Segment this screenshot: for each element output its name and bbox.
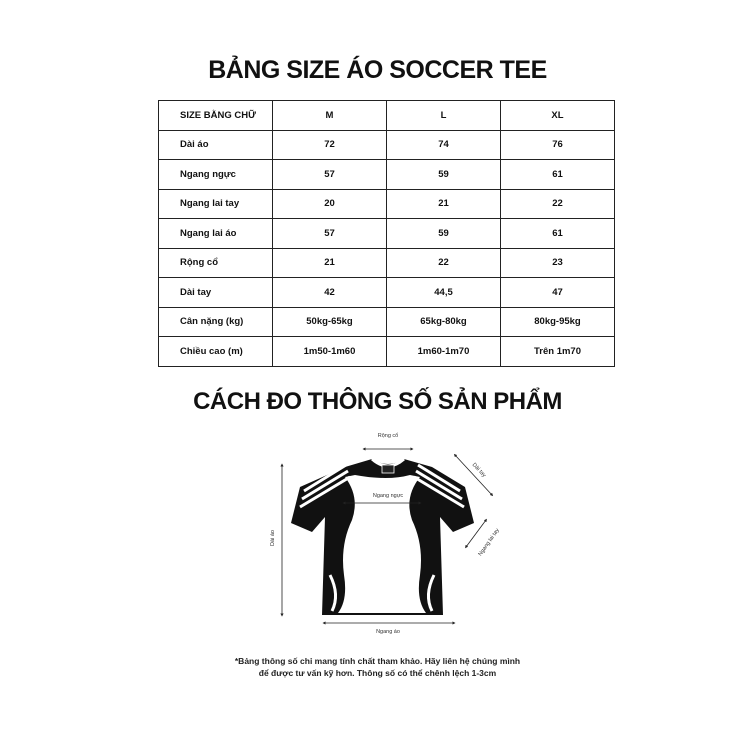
- row-label-cell: Dài tay: [159, 278, 273, 308]
- header-cell: SIZE BẰNG CHỮ: [159, 101, 273, 131]
- sleeve-hem-label: Ngang lai tay: [477, 527, 501, 558]
- header-cell: XL: [501, 101, 615, 131]
- size-value-cell: 80kg-95kg: [501, 307, 615, 337]
- size-value-cell: 1m60-1m70: [387, 337, 501, 367]
- body-length-label: Dài áo: [270, 530, 276, 546]
- row-label-cell: Cân nặng (kg): [159, 307, 273, 337]
- row-label-cell: Ngang lai áo: [159, 219, 273, 249]
- size-value-cell: 21: [387, 189, 501, 219]
- hem-label: Ngang áo: [376, 629, 400, 635]
- size-chart-title: BẢNG SIZE ÁO SOCCER TEE: [208, 56, 547, 84]
- row-label-cell: Dài áo: [159, 130, 273, 160]
- table-row: [159, 189, 615, 219]
- header-cell: M: [273, 101, 387, 131]
- table-row: [159, 130, 615, 160]
- header-cell: L: [387, 101, 501, 131]
- row-label-cell: Ngang ngực: [159, 160, 273, 190]
- size-value-cell: 72: [273, 130, 387, 160]
- size-value-cell: 42: [273, 278, 387, 308]
- row-label-cell: Chiều cao (m): [159, 337, 273, 367]
- size-value-cell: 74: [387, 130, 501, 160]
- disclaimer-note-line2: để được tư vấn kỹ hơn. Thông số có thể chênh lệch 1-3cm: [258, 668, 497, 678]
- table-header-row: [159, 101, 615, 131]
- size-table: [158, 100, 615, 367]
- size-value-cell: 59: [387, 219, 501, 249]
- size-value-cell: 20: [273, 189, 387, 219]
- neck-label: Rộng cổ: [377, 433, 399, 439]
- table-row: [159, 337, 615, 367]
- size-value-cell: 23: [501, 248, 615, 278]
- tshirt-illustration: [291, 459, 474, 615]
- disclaimer-note-line1: *Bảng thông số chỉ mang tính chất tham khảo. Hãy liên hệ chúng mình: [234, 656, 521, 666]
- size-value-cell: 1m50-1m60: [273, 337, 387, 367]
- size-value-cell: Trên 1m70: [501, 337, 615, 367]
- size-value-cell: 57: [273, 219, 387, 249]
- table-row: [159, 219, 615, 249]
- size-value-cell: 59: [387, 160, 501, 190]
- sleeve-length-label: Dài tay: [470, 462, 487, 479]
- measure-guide-title: CÁCH ĐO THÔNG SỐ SẢN PHẨM: [193, 388, 562, 415]
- size-value-cell: 76: [501, 130, 615, 160]
- size-value-cell: 22: [387, 248, 501, 278]
- size-value-cell: 50kg-65kg: [273, 307, 387, 337]
- size-value-cell: 57: [273, 160, 387, 190]
- size-value-cell: 44,5: [387, 278, 501, 308]
- table-row: [159, 160, 615, 190]
- size-value-cell: 61: [501, 219, 615, 249]
- chest-label: Ngang ngực: [372, 493, 404, 499]
- size-value-cell: 61: [501, 160, 615, 190]
- row-label-cell: Ngang lai tay: [159, 189, 273, 219]
- size-value-cell: 21: [273, 248, 387, 278]
- table-row: [159, 278, 615, 308]
- row-label-cell: Rộng cổ: [159, 248, 273, 278]
- size-value-cell: 47: [501, 278, 615, 308]
- table-row: [159, 248, 615, 278]
- size-value-cell: 22: [501, 189, 615, 219]
- size-value-cell: 65kg-80kg: [387, 307, 501, 337]
- tshirt-measurement-diagram: [260, 425, 510, 640]
- table-row: [159, 307, 615, 337]
